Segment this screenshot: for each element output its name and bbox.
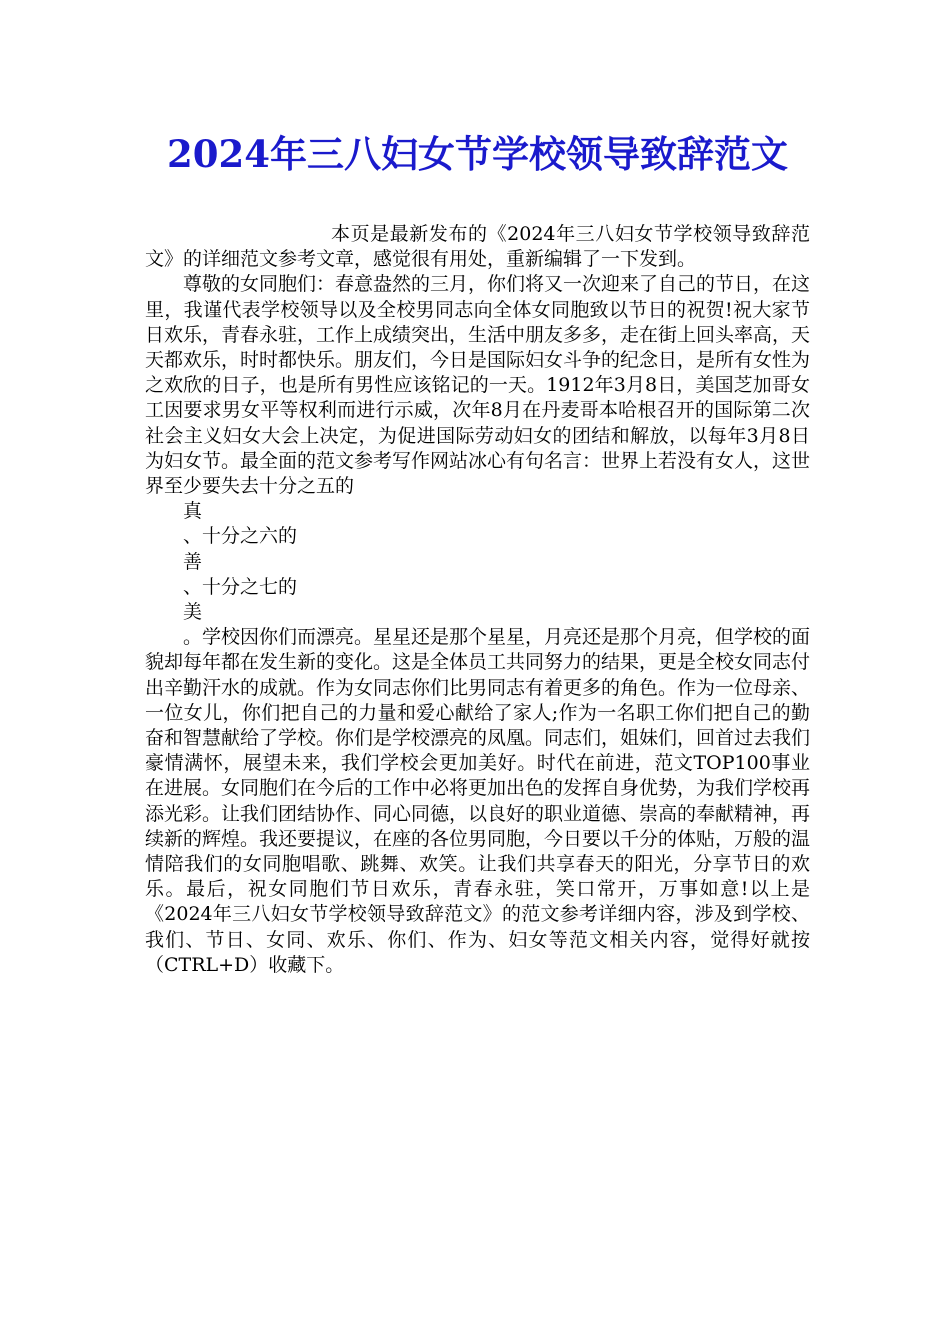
fragment-line-5: 美 [183,601,203,624]
fragment-line-1: 真 [183,500,203,523]
body-paragraph-1: 尊敬的女同胞们：春意盎然的三月，你们将又一次迎来了自己的节日，在这里，我谨代表学校领导以及全校男同志向全体女同胞致以节日的祝贺!祝大家节日欢乐，青春永驻，工作上成绩突出，生活中朋友多多，走在街上回头率高，天天都欢乐，时时都快乐。朋友们，今日是国际妇女斗争的纪念日，是所有女性为之欢欣的日子，也是所有男性应该铭记的一天。1912年3月8日，美国芝加哥女工因要求男女平等权利而进行示威，次年8月在丹麦哥本哈根召开的国际第二次社会主义妇女大会上决定，为促进国际劳动妇女的团结和解放，以每年3月8日为妇女节。最全面的范文参考写作网站冰心有句名言：世界上若没有女人，这世界至少要失去十分之五的 [145,273,811,498]
document-body [145,222,810,978]
fragment-line-2: 、十分之六的 [183,525,298,548]
body-paragraph-2: 。学校因你们而漂亮。星星还是那个星星，月亮还是那个月亮，但学校的面貌却每年都在发生新的变化。这是全体员工共同努力的结果，更是全校女同志付出辛勤汗水的成就。作为女同志你们比男同志有着更多的角色。作为一位母亲、一位女儿，你们把自己的力量和爱心献给了家人;作为一名职工你们把自己的勤奋和智慧献给了学校。你们是学校漂亮的凤凰。同志们，姐妹们，回首过去我们豪情满怀，展望未来，我们学校会更加美好。时代在前进，范文TOP100事业在进展。女同胞们在今后的工作中必将更加出色的发挥自身优势，为我们学校再添光彩。让我们团结协作、同心同德，以良好的职业道德、崇高的奉献精神，再续新的辉煌。我还要提议，在座的各位男同胞，今日要以千分的体贴，万般的温情陪我们的女同胞唱歌、跳舞、欢笑。让我们共享春天的阳光，分享节日的欢乐。最后，祝女同胞们节日欢乐，青春永驻，笑口常开，万事如意!以上是《2024年三八妇女节学校领导致辞范文》的范文参考详细内容，涉及到学校、我们、节日、女同、欢乐、你们、作为、妇女等范文相关内容，觉得好就按（CTRL+D）收藏下。 [145,626,811,976]
fragment-line-4: 、十分之七的 [183,575,298,598]
fragment-line-3: 善 [183,550,203,573]
intro-paragraph: 本页是最新发布的《2024年三八妇女节学校领导致辞范文》的详细范文参考文章，感觉很有用处，重新编辑了一下发到。 [145,223,810,271]
document-title: 2024年三八妇女节学校领导致辞范文 [167,132,788,176]
